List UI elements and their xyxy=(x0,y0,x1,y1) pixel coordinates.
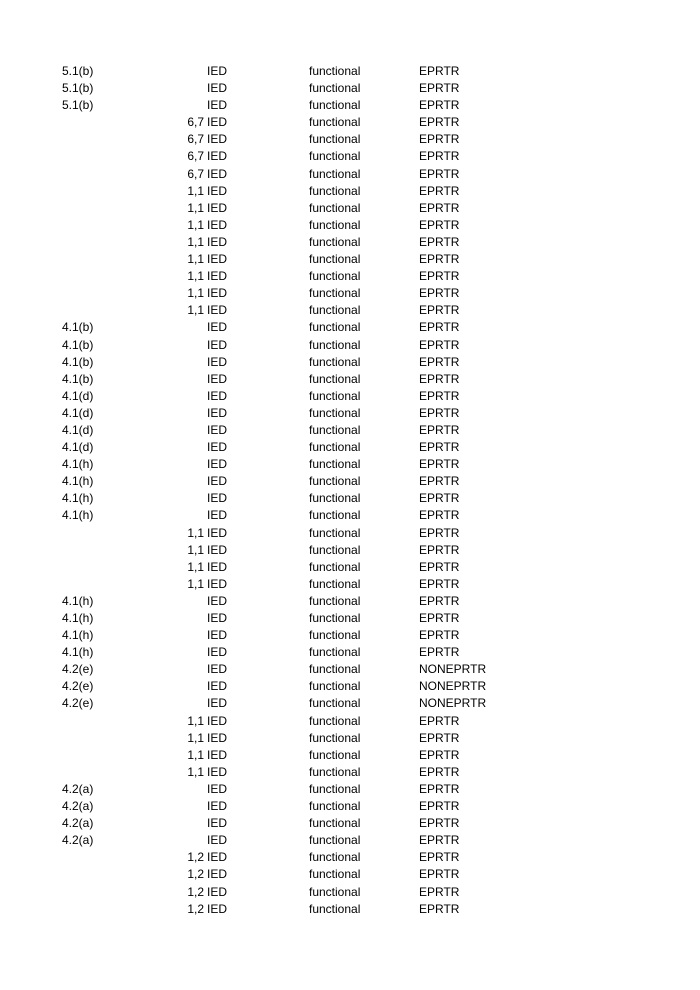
register-cell: EPRTR xyxy=(419,98,460,113)
table-row xyxy=(0,559,700,576)
type-cell: functional xyxy=(309,730,361,745)
type-cell: functional xyxy=(309,645,361,660)
type-cell: functional xyxy=(309,696,361,711)
type-cell: functional xyxy=(309,884,361,899)
article-cell: 4.1(h) xyxy=(62,645,94,660)
table-row xyxy=(0,832,700,849)
type-cell: functional xyxy=(309,611,361,625)
register-cell: EPRTR xyxy=(419,593,460,608)
type-cell: functional xyxy=(309,850,361,865)
directive-cell: IED xyxy=(207,149,228,164)
type-cell: functional xyxy=(309,269,361,284)
table-row xyxy=(0,678,700,695)
article-cell: 4.1(h) xyxy=(62,611,94,625)
number-cell: 1,1 xyxy=(187,764,204,779)
table-row xyxy=(0,200,700,217)
register-cell: EPRTR xyxy=(419,747,460,762)
directive-cell: IED xyxy=(207,457,228,472)
table-row xyxy=(0,131,700,148)
directive-cell: IED xyxy=(207,337,228,352)
table-row xyxy=(0,507,700,524)
type-cell: functional xyxy=(309,491,361,506)
directive-cell: IED xyxy=(207,405,228,420)
number-cell: 1,1 xyxy=(187,217,204,232)
directive-cell: IED xyxy=(207,781,228,796)
article-cell: 4.1(b) xyxy=(62,320,94,335)
table-row xyxy=(0,525,700,542)
register-cell: NONEPRTR xyxy=(419,662,487,677)
register-cell: EPRTR xyxy=(419,525,460,540)
data-table xyxy=(0,63,700,918)
type-cell: functional xyxy=(309,371,361,386)
directive-cell: IED xyxy=(207,132,228,147)
type-cell: functional xyxy=(309,354,361,369)
register-cell: EPRTR xyxy=(419,405,460,420)
article-cell: 4.1(b) xyxy=(62,337,94,352)
type-cell: functional xyxy=(309,816,361,831)
directive-cell: IED xyxy=(207,730,228,745)
type-cell: functional xyxy=(309,628,361,643)
article-cell: 4.1(d) xyxy=(62,422,94,437)
table-row xyxy=(0,713,700,730)
type-cell: functional xyxy=(309,422,361,437)
article-cell: 4.1(b) xyxy=(62,371,94,386)
register-cell: EPRTR xyxy=(419,252,460,267)
number-cell: 1,1 xyxy=(187,252,204,267)
register-cell: EPRTR xyxy=(419,781,460,796)
table-row xyxy=(0,371,700,388)
article-cell: 4.2(a) xyxy=(62,799,94,814)
table-row xyxy=(0,764,700,781)
directive-cell: IED xyxy=(207,645,228,660)
register-cell: EPRTR xyxy=(419,269,460,284)
type-cell: functional xyxy=(309,457,361,472)
type-cell: functional xyxy=(309,217,361,232)
directive-cell: IED xyxy=(207,422,228,437)
directive-cell: IED xyxy=(207,816,228,831)
directive-cell: IED xyxy=(207,679,228,694)
directive-cell: IED xyxy=(207,525,228,540)
type-cell: functional xyxy=(309,542,361,557)
article-cell: 4.1(h) xyxy=(62,474,94,489)
table-row xyxy=(0,183,700,200)
directive-cell: IED xyxy=(207,440,228,455)
type-cell: functional xyxy=(309,303,361,318)
register-cell: EPRTR xyxy=(419,303,460,318)
register-cell: EPRTR xyxy=(419,115,460,130)
table-row xyxy=(0,80,700,97)
directive-cell: IED xyxy=(207,696,228,711)
directive-cell: IED xyxy=(207,286,228,301)
table-row xyxy=(0,695,700,712)
table-row xyxy=(0,217,700,234)
number-cell: 1,1 xyxy=(187,542,204,557)
register-cell: EPRTR xyxy=(419,884,460,899)
number-cell: 6,7 xyxy=(187,149,204,164)
register-cell: EPRTR xyxy=(419,816,460,831)
table-row xyxy=(0,456,700,473)
number-cell: 1,2 xyxy=(187,850,204,865)
register-cell: EPRTR xyxy=(419,286,460,301)
type-cell: functional xyxy=(309,867,361,882)
register-cell: EPRTR xyxy=(419,64,460,78)
directive-cell: IED xyxy=(207,867,228,882)
article-cell: 4.1(d) xyxy=(62,405,94,420)
directive-cell: IED xyxy=(207,474,228,489)
table-row xyxy=(0,747,700,764)
article-cell: 4.1(h) xyxy=(62,457,94,472)
table-row xyxy=(0,576,700,593)
table-row xyxy=(0,815,700,832)
directive-cell: IED xyxy=(207,884,228,899)
directive-cell: IED xyxy=(207,576,228,591)
article-cell: 4.1(h) xyxy=(62,491,94,506)
article-cell: 4.1(d) xyxy=(62,440,94,455)
directive-cell: IED xyxy=(207,747,228,762)
table-row xyxy=(0,866,700,883)
register-cell: EPRTR xyxy=(419,764,460,779)
number-cell: 1,1 xyxy=(187,576,204,591)
type-cell: functional xyxy=(309,388,361,403)
register-cell: EPRTR xyxy=(419,320,460,335)
register-cell: EPRTR xyxy=(419,149,460,164)
type-cell: functional xyxy=(309,525,361,540)
type-cell: functional xyxy=(309,440,361,455)
directive-cell: IED xyxy=(207,269,228,284)
directive-cell: IED xyxy=(207,303,228,318)
register-cell: NONEPRTR xyxy=(419,679,487,694)
number-cell: 1,1 xyxy=(187,200,204,215)
type-cell: functional xyxy=(309,252,361,267)
type-cell: functional xyxy=(309,64,361,78)
register-cell: EPRTR xyxy=(419,388,460,403)
directive-cell: IED xyxy=(207,559,228,574)
register-cell: EPRTR xyxy=(419,833,460,848)
register-cell: EPRTR xyxy=(419,183,460,198)
article-cell: 4.2(a) xyxy=(62,833,94,848)
directive-cell: IED xyxy=(207,81,228,96)
directive-cell: IED xyxy=(207,593,228,608)
table-row xyxy=(0,97,700,114)
type-cell: functional xyxy=(309,593,361,608)
register-cell: EPRTR xyxy=(419,200,460,215)
number-cell: 1,1 xyxy=(187,559,204,574)
number-cell: 1,1 xyxy=(187,747,204,762)
directive-cell: IED xyxy=(207,354,228,369)
register-cell: EPRTR xyxy=(419,132,460,147)
table-row xyxy=(0,337,700,354)
type-cell: functional xyxy=(309,799,361,814)
table-row xyxy=(0,610,700,627)
table-row xyxy=(0,405,700,422)
directive-cell: IED xyxy=(207,115,228,130)
register-cell: EPRTR xyxy=(419,234,460,249)
table-row xyxy=(0,63,700,80)
register-cell: EPRTR xyxy=(419,217,460,232)
type-cell: functional xyxy=(309,166,361,181)
type-cell: functional xyxy=(309,508,361,523)
number-cell: 1,2 xyxy=(187,867,204,882)
directive-cell: IED xyxy=(207,98,228,113)
number-cell: 1,1 xyxy=(187,713,204,728)
directive-cell: IED xyxy=(207,901,228,916)
register-cell: EPRTR xyxy=(419,850,460,865)
type-cell: functional xyxy=(309,747,361,762)
type-cell: functional xyxy=(309,81,361,96)
directive-cell: IED xyxy=(207,628,228,643)
number-cell: 1,1 xyxy=(187,730,204,745)
article-cell: 4.2(a) xyxy=(62,816,94,831)
number-cell: 1,1 xyxy=(187,183,204,198)
type-cell: functional xyxy=(309,764,361,779)
number-cell: 1,2 xyxy=(187,901,204,916)
directive-cell: IED xyxy=(207,799,228,814)
type-cell: functional xyxy=(309,713,361,728)
table-row xyxy=(0,901,700,918)
number-cell: 1,1 xyxy=(187,525,204,540)
article-cell: 5.1(b) xyxy=(62,64,94,78)
number-cell: 1,1 xyxy=(187,286,204,301)
table-row xyxy=(0,661,700,678)
type-cell: functional xyxy=(309,833,361,848)
register-cell: EPRTR xyxy=(419,337,460,352)
directive-cell: IED xyxy=(207,371,228,386)
table-row xyxy=(0,302,700,319)
register-cell: EPRTR xyxy=(419,371,460,386)
directive-cell: IED xyxy=(207,508,228,523)
table-row xyxy=(0,439,700,456)
table-row xyxy=(0,542,700,559)
type-cell: functional xyxy=(309,679,361,694)
directive-cell: IED xyxy=(207,491,228,506)
table-row xyxy=(0,593,700,610)
number-cell: 6,7 xyxy=(187,166,204,181)
article-cell: 4.2(e) xyxy=(62,679,94,694)
directive-cell: IED xyxy=(207,166,228,181)
register-cell: EPRTR xyxy=(419,628,460,643)
table-row xyxy=(0,319,700,336)
register-cell: EPRTR xyxy=(419,81,460,96)
article-cell: 4.1(h) xyxy=(62,628,94,643)
register-cell: EPRTR xyxy=(419,611,460,625)
article-cell: 4.1(h) xyxy=(62,593,94,608)
register-cell: NONEPRTR xyxy=(419,696,487,711)
register-cell: EPRTR xyxy=(419,713,460,728)
register-cell: EPRTR xyxy=(419,457,460,472)
type-cell: functional xyxy=(309,662,361,677)
register-cell: EPRTR xyxy=(419,354,460,369)
register-cell: EPRTR xyxy=(419,491,460,506)
article-cell: 5.1(b) xyxy=(62,81,94,96)
directive-cell: IED xyxy=(207,234,228,249)
type-cell: functional xyxy=(309,132,361,147)
directive-cell: IED xyxy=(207,64,228,78)
table-row xyxy=(0,730,700,747)
number-cell: 6,7 xyxy=(187,132,204,147)
type-cell: functional xyxy=(309,337,361,352)
table-row xyxy=(0,234,700,251)
type-cell: functional xyxy=(309,200,361,215)
register-cell: EPRTR xyxy=(419,508,460,523)
number-cell: 1,1 xyxy=(187,303,204,318)
type-cell: functional xyxy=(309,781,361,796)
type-cell: functional xyxy=(309,115,361,130)
register-cell: EPRTR xyxy=(419,542,460,557)
register-cell: EPRTR xyxy=(419,559,460,574)
register-cell: EPRTR xyxy=(419,730,460,745)
directive-cell: IED xyxy=(207,713,228,728)
directive-cell: IED xyxy=(207,833,228,848)
type-cell: functional xyxy=(309,559,361,574)
table-row xyxy=(0,884,700,901)
directive-cell: IED xyxy=(207,320,228,335)
table-row xyxy=(0,798,700,815)
register-cell: EPRTR xyxy=(419,422,460,437)
table-row xyxy=(0,268,700,285)
register-cell: EPRTR xyxy=(419,166,460,181)
register-cell: EPRTR xyxy=(419,645,460,660)
type-cell: functional xyxy=(309,901,361,916)
type-cell: functional xyxy=(309,149,361,164)
directive-cell: IED xyxy=(207,662,228,677)
type-cell: functional xyxy=(309,98,361,113)
article-cell: 4.1(b) xyxy=(62,354,94,369)
type-cell: functional xyxy=(309,183,361,198)
type-cell: functional xyxy=(309,320,361,335)
table-row xyxy=(0,114,700,131)
number-cell: 1,2 xyxy=(187,884,204,899)
table-row xyxy=(0,849,700,866)
table-row xyxy=(0,388,700,405)
article-cell: 4.1(h) xyxy=(62,508,94,523)
table-row xyxy=(0,285,700,302)
directive-cell: IED xyxy=(207,200,228,215)
article-cell: 4.2(e) xyxy=(62,662,94,677)
table-row xyxy=(0,627,700,644)
article-cell: 4.1(d) xyxy=(62,388,94,403)
article-cell: 4.2(e) xyxy=(62,696,94,711)
directive-cell: IED xyxy=(207,183,228,198)
directive-cell: IED xyxy=(207,217,228,232)
directive-cell: IED xyxy=(207,542,228,557)
table-row xyxy=(0,473,700,490)
directive-cell: IED xyxy=(207,611,228,625)
directive-cell: IED xyxy=(207,252,228,267)
register-cell: EPRTR xyxy=(419,867,460,882)
number-cell: 1,1 xyxy=(187,234,204,249)
table-row xyxy=(0,148,700,165)
type-cell: functional xyxy=(309,234,361,249)
table-row xyxy=(0,354,700,371)
directive-cell: IED xyxy=(207,388,228,403)
article-cell: 5.1(b) xyxy=(62,98,94,113)
table-row xyxy=(0,251,700,268)
table-row xyxy=(0,422,700,439)
number-cell: 6,7 xyxy=(187,115,204,130)
number-cell: 1,1 xyxy=(187,269,204,284)
directive-cell: IED xyxy=(207,850,228,865)
article-cell: 4.2(a) xyxy=(62,781,94,796)
register-cell: EPRTR xyxy=(419,901,460,916)
register-cell: EPRTR xyxy=(419,799,460,814)
register-cell: EPRTR xyxy=(419,576,460,591)
type-cell: functional xyxy=(309,576,361,591)
type-cell: functional xyxy=(309,286,361,301)
register-cell: EPRTR xyxy=(419,440,460,455)
register-cell: EPRTR xyxy=(419,474,460,489)
table-row xyxy=(0,781,700,798)
table-row xyxy=(0,166,700,183)
table-row xyxy=(0,490,700,507)
type-cell: functional xyxy=(309,474,361,489)
type-cell: functional xyxy=(309,405,361,420)
table-row xyxy=(0,644,700,661)
directive-cell: IED xyxy=(207,764,228,779)
